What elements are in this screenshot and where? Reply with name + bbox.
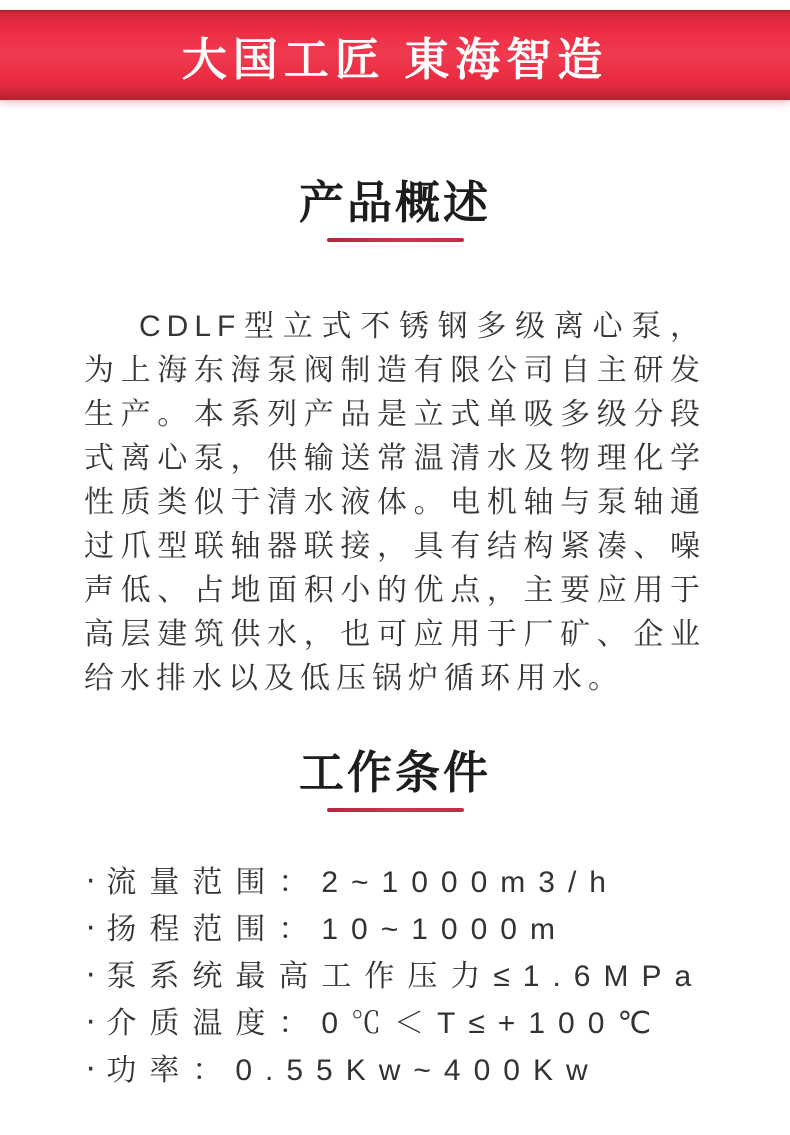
bullet-dot: · [85, 1000, 97, 1039]
bullet-dot: · [85, 906, 97, 945]
conditions-heading-underline [327, 808, 464, 812]
spec-item-medium-temperature [85, 996, 790, 1043]
product-page [0, 10, 790, 1135]
spec-item-label: 扬程范围：10~1000m [106, 912, 568, 946]
spec-item-flow-range [85, 855, 790, 902]
overview-paragraph: CDLF型立式不锈钢多级离心泵，为上海东海泵阀制造有限公司自主研发生产。本系列产品是立式单吸多级分段式离心泵，供输送常温清水及物理化学性质类似于清水液体。电机轴与泵轴通过爪型联轴器联接，具有结构紧凑、噪声低、占地面积小的优点，主要应用于高层建筑供水，也可应用于厂矿、企业给水排水以及低压锅炉循环用水。 [84, 310, 706, 695]
banner-title: 大国工匠 東海智造 [181, 33, 609, 85]
spec-item-label: 介质温度：0℃＜T≤+100℃ [106, 1006, 665, 1040]
overview-heading-underline [327, 238, 464, 242]
section-working-conditions [0, 747, 790, 1090]
top-banner [0, 10, 790, 100]
bullet-dot: · [85, 953, 97, 992]
section-product-overview [0, 177, 790, 701]
spec-item-label: 流量范围：2~1000m3/h [106, 865, 619, 899]
spec-list [0, 855, 790, 1090]
spec-item-label: 泵系统最高工作压力≤1.6MPa [106, 959, 705, 993]
overview-heading-block [0, 177, 790, 242]
bullet-dot: · [85, 1047, 97, 1086]
conditions-heading-block [0, 747, 790, 812]
overview-heading: 产品概述 [298, 177, 491, 228]
spec-item-power-range [85, 1043, 790, 1090]
spec-item-max-pressure [85, 949, 790, 996]
spec-item-label: 功率：0.55Kw~400Kw [106, 1053, 601, 1087]
bullet-dot: · [85, 859, 97, 898]
spec-item-head-range [85, 902, 790, 949]
conditions-heading: 工作条件 [298, 747, 491, 798]
